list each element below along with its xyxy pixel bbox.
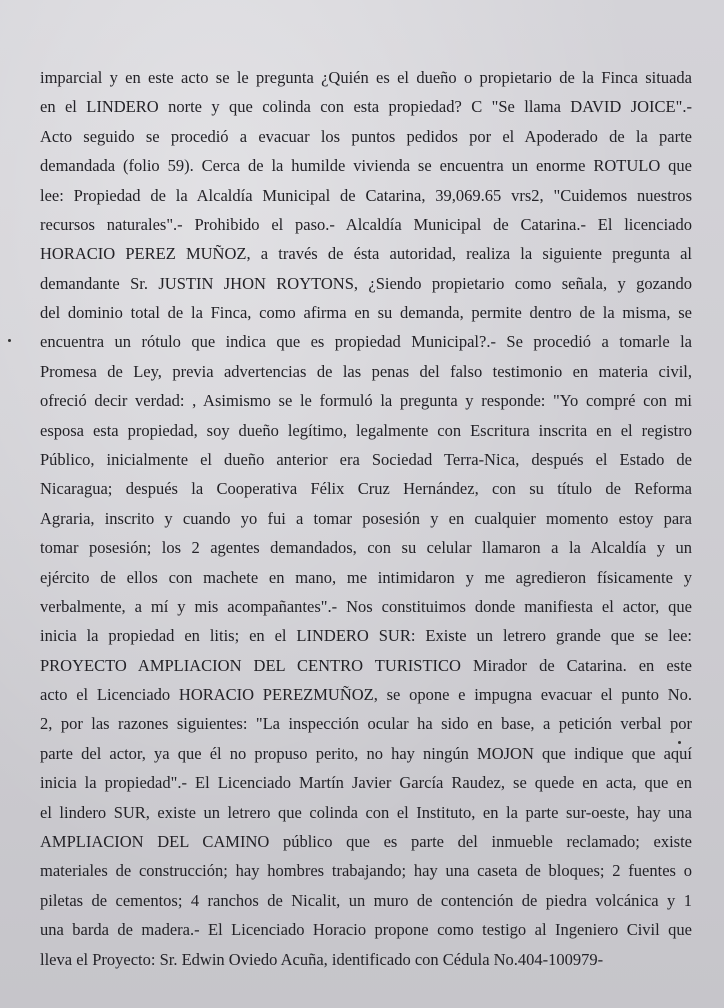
text-line: Promesa de Ley, previa advertencias de las penas del falso testimonio en materia civil, [40, 362, 692, 381]
text-line: materiales de construcción; hay hombres trabajando; hay una caseta de bloques; 2 fuentes o [40, 861, 692, 880]
text-line: lleva el Proyecto: Sr. Edwin Oviedo Acuña, identificado con Cédula No.404-100979- [40, 950, 604, 969]
text-line: demandada (folio 59). Cerca de la humilde vivienda se encuentra un enorme ROTULO que [40, 156, 692, 175]
text-line: Agraria, inscrito y cuando yo fui a tomar posesión y en cualquier momento estoy para [40, 509, 692, 528]
text-line: Público, inicialmente el dueño anterior era Sociedad Terra-Nica, después el Estado de [40, 450, 692, 469]
text-line: encuentra un rótulo que indica que es propiedad Municipal?.- Se procedió a tomarle la [40, 332, 692, 351]
text-line: el lindero SUR, existe un letrero que colinda con el Instituto, en la parte sur-oeste, hay una [40, 803, 692, 822]
text-line: AMPLIACION DEL CAMINO público que es parte del inmueble reclamado; existe [40, 832, 692, 851]
text-line: Acto seguido se procedió a evacuar los puntos pedidos por el Apoderado de la parte [40, 127, 692, 146]
paper-speck [678, 741, 681, 744]
text-line: ejército de ellos con machete en mano, me intimidaron y me agredieron físicamente y [40, 568, 692, 587]
text-line: parte del actor, ya que él no propuso perito, no hay ningún MOJON que indique que aquí [40, 744, 692, 763]
text-line: demandante Sr. JUSTIN JHON ROYTONS, ¿Siendo propietario como señala, y gozando [40, 274, 692, 293]
paper-speck [8, 339, 11, 342]
text-line: acto el Licenciado HORACIO PEREZMUÑOZ, se opone e impugna evacuar el punto No. [40, 685, 692, 704]
text-line: en el LINDERO norte y que colinda con esta propiedad? C "Se llama DAVID JOICE".- [40, 97, 692, 116]
text-line: 2, por las razones siguientes: "La inspección ocular ha sido en base, a petición verbal por [40, 714, 692, 733]
text-line: esposa esta propiedad, soy dueño legítimo, legalmente con Escritura inscrita en el registro [40, 421, 692, 440]
text-line: HORACIO PEREZ MUÑOZ, a través de ésta autoridad, realiza la siguiente pregunta al [40, 244, 692, 263]
text-line: piletas de cementos; 4 ranchos de Nicalit, un muro de contención de piedra volcánica y 1 [40, 891, 692, 910]
text-line: Nicaragua; después la Cooperativa Félix Cruz Hernández, con su título de Reforma [40, 479, 692, 498]
text-line: inicia la propiedad en litis; en el LINDERO SUR: Existe un letrero grande que se lee: [40, 626, 692, 645]
text-line: tomar posesión; los 2 agentes demandados, con su celular llamaron a la Alcaldía y un [40, 538, 692, 557]
text-line: verbalmente, a mí y mis acompañantes".- Nos constituimos donde manifiesta el actor, que [40, 597, 692, 616]
text-line: PROYECTO AMPLIACION DEL CENTRO TURISTICO Mirador de Catarina. en este [40, 656, 692, 675]
text-line: del dominio total de la Finca, como afirma en su demanda, permite dentro de la misma, se [40, 303, 692, 322]
text-line: una barda de madera.- El Licenciado Horacio propone como testigo al Ingeniero Civil que [40, 920, 692, 939]
text-line: lee: Propiedad de la Alcaldía Municipal de Catarina, 39,069.65 vrs2, "Cuidemos nuestros [40, 186, 692, 205]
text-line: ofreció decir verdad: , Asimismo se le formuló la pregunta y responde: "Yo compré con mi [40, 391, 692, 410]
text-line: inicia la propiedad".- El Licenciado Martín Javier García Raudez, se quede en acta, que en [40, 773, 692, 792]
text-line: recursos naturales".- Prohibido el paso.- Alcaldía Municipal de Catarina.- El licenciado [40, 215, 692, 234]
text-line: imparcial y en este acto se le pregunta ¿Quién es el dueño o propietario de la Finca situada [40, 68, 692, 87]
